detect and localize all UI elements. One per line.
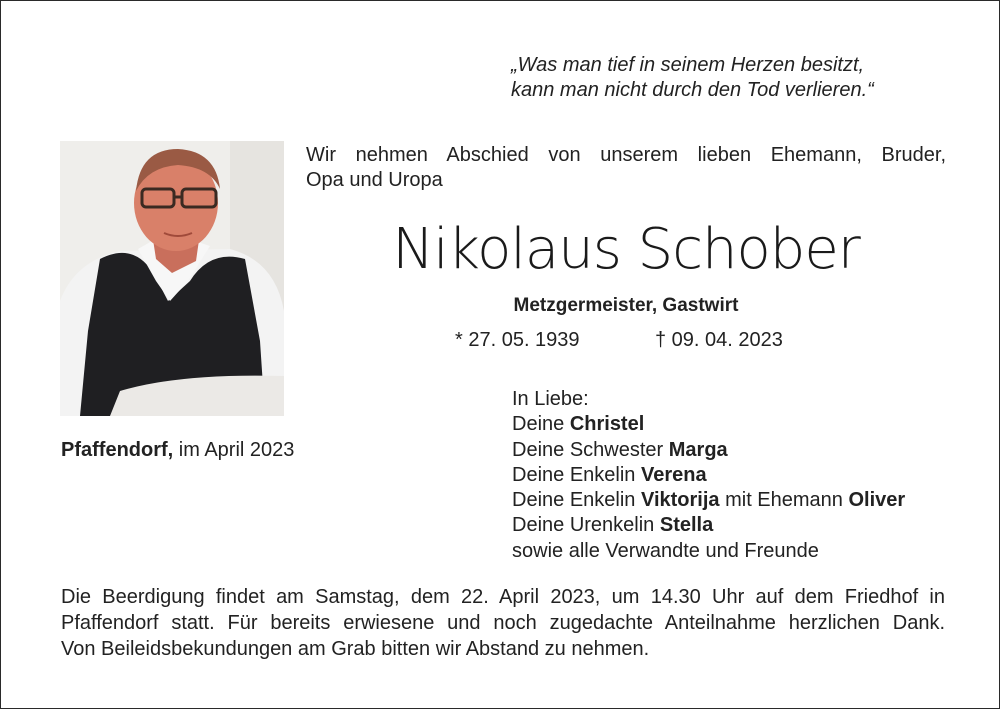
mourner-row: [512, 513, 905, 538]
mourner-relation: Deine Schwester: [512, 438, 669, 461]
place-and-date: [61, 439, 294, 462]
mourner-row: [512, 488, 905, 513]
mourner-name: Verena: [640, 463, 707, 486]
mourner-relation: Deine: [512, 413, 570, 436]
quote-line-2: kann man nicht durch den Tod verlieren.“: [511, 79, 874, 101]
mourner-row: [512, 438, 905, 463]
mourner-name: Stella: [659, 514, 714, 537]
funeral-line-1: Die Beerdigung findet am Samstag, dem 22. April 2023, um 14.30 Uhr auf dem Friedhof in: [61, 586, 945, 608]
intro-line-1: Wir nehmen Abschied von unserem lieben Ehemann, Bruder,: [306, 144, 946, 166]
mourner-name: Christel: [569, 413, 645, 436]
mourner-name: Viktorija: [640, 489, 720, 512]
mourners-closing: sowie alle Verwandte und Freunde: [512, 539, 819, 562]
place-date: im April 2023: [173, 439, 295, 461]
deceased-name: Nikolaus Schober: [392, 217, 860, 282]
portrait-image: [60, 141, 284, 416]
farewell-intro: [306, 143, 946, 193]
mourners-list: [512, 387, 905, 564]
birth-date: * 27. 05. 1939: [455, 329, 580, 351]
mourner-relation: Deine Enkelin: [512, 489, 641, 512]
funeral-line-2: Pfaffendorf statt. Für bereits erwiesene und noch zugedachte Anteilnahme herzlichen Dank.: [61, 612, 945, 634]
life-dates: [455, 329, 855, 352]
portrait-photo: [60, 141, 284, 416]
mourner-relation: Deine Urenkelin: [512, 514, 660, 537]
quote-line-1: „Was man tief in seinem Herzen besitzt,: [511, 54, 865, 76]
deceased-profession: Metzgermeister, Gastwirt: [513, 295, 739, 316]
mourner-name: Marga: [668, 438, 728, 461]
intro-line-2: Opa und Uropa: [306, 169, 443, 191]
mourner-partner-name: Oliver: [848, 489, 906, 512]
place-name: Pfaffendorf,: [61, 439, 174, 461]
death-date: † 09. 04. 2023: [655, 329, 783, 351]
memorial-quote: [511, 53, 951, 103]
mourner-relation: Deine Enkelin: [512, 463, 641, 486]
funeral-notice: [61, 584, 945, 662]
mourner-row: [512, 412, 905, 437]
mourner-row: [512, 463, 905, 488]
mourner-connector: mit Ehemann: [719, 489, 849, 512]
funeral-line-3: Von Beileidsbekundungen am Grab bitten wir Abstand zu nehmen.: [61, 638, 650, 660]
mourners-heading: In Liebe:: [512, 388, 589, 410]
